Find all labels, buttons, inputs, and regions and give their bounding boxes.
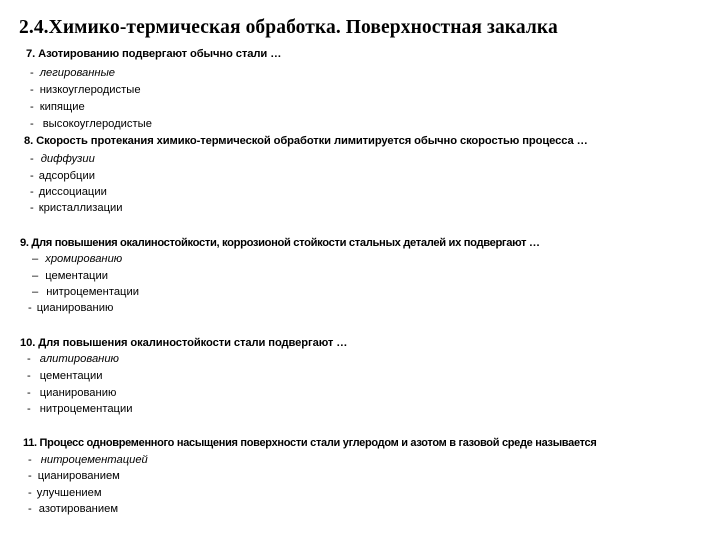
option-text: низкоуглеродистые xyxy=(39,84,141,96)
question-9: 9. Для повышения окалиностойкости, коррозионой стойкости стальных деталей их подвергают … xyxy=(20,237,540,249)
answer-option xyxy=(32,270,108,282)
answer-option xyxy=(30,202,122,214)
answer-option xyxy=(28,302,113,314)
answer-option xyxy=(30,84,141,96)
option-dash: - xyxy=(27,403,31,415)
option-text: кипящие xyxy=(39,101,85,113)
option-dash: - xyxy=(28,454,32,466)
page-title: 2.4.Химико-термическая обработка. Поверхностная закалка xyxy=(19,17,558,38)
option-dash: - xyxy=(28,487,32,499)
option-dash: - xyxy=(28,503,32,515)
option-text: азотированием xyxy=(38,503,119,515)
option-dash: - xyxy=(30,118,34,130)
option-dash: - xyxy=(27,370,31,382)
answer-option xyxy=(30,170,95,182)
option-dash: - xyxy=(30,186,34,198)
option-dash: – xyxy=(32,270,39,282)
answer-option xyxy=(30,67,115,79)
option-dash: - xyxy=(30,101,34,113)
option-dash: – xyxy=(32,253,39,265)
option-dash: - xyxy=(30,202,34,214)
option-text: адсорбции xyxy=(38,170,95,182)
answer-option xyxy=(28,454,148,466)
question-11: 11. Процесс одновременного насыщения поверхности стали углеродом и азотом в газовой среде называется xyxy=(23,437,597,449)
option-text: хромированию xyxy=(45,253,123,265)
answer-option xyxy=(27,403,132,415)
answer-option xyxy=(30,101,85,113)
option-dash: - xyxy=(28,470,32,482)
option-text: цианированию xyxy=(39,387,117,399)
option-dash: - xyxy=(30,170,34,182)
question-8: 8. Скорость протекания химико-термической обработки лимитируется обычно скоростью процесса … xyxy=(24,135,588,147)
option-text: улучшением xyxy=(36,487,102,499)
option-text: цианированием xyxy=(37,470,120,482)
answer-option xyxy=(27,370,102,382)
option-text: цементации xyxy=(39,370,103,382)
answer-option xyxy=(27,353,119,365)
option-text: высокоуглеродистые xyxy=(42,118,152,130)
answer-option xyxy=(32,253,122,265)
answer-option xyxy=(30,153,95,165)
answer-option xyxy=(30,186,107,198)
question-10: 10. Для повышения окалиностойкости стали подвергают … xyxy=(20,337,348,349)
option-dash: - xyxy=(30,67,34,79)
option-dash: - xyxy=(27,353,31,365)
option-dash: – xyxy=(32,286,39,298)
answer-option xyxy=(28,470,120,482)
option-text: легированные xyxy=(39,67,116,79)
option-text: диффузии xyxy=(40,153,95,165)
answer-option xyxy=(32,286,139,298)
option-dash: - xyxy=(28,302,32,314)
option-text: нитроцементации xyxy=(39,403,133,415)
option-text: диссоциации xyxy=(38,186,107,198)
option-dash: - xyxy=(30,84,34,96)
option-text: кристаллизации xyxy=(38,202,123,214)
answer-option xyxy=(28,503,118,515)
option-text: нитроцементацией xyxy=(40,454,148,466)
option-dash: - xyxy=(30,153,34,165)
question-7: 7. Азотированию подвергают обычно стали … xyxy=(26,48,282,60)
answer-option xyxy=(27,387,116,399)
option-text: алитированию xyxy=(39,353,119,365)
option-text: цементации xyxy=(45,270,108,282)
option-dash: - xyxy=(27,387,31,399)
option-text: цианированию xyxy=(36,302,114,314)
option-text: нитроцементации xyxy=(46,286,139,298)
answer-option xyxy=(28,487,102,499)
answer-option xyxy=(30,118,152,130)
